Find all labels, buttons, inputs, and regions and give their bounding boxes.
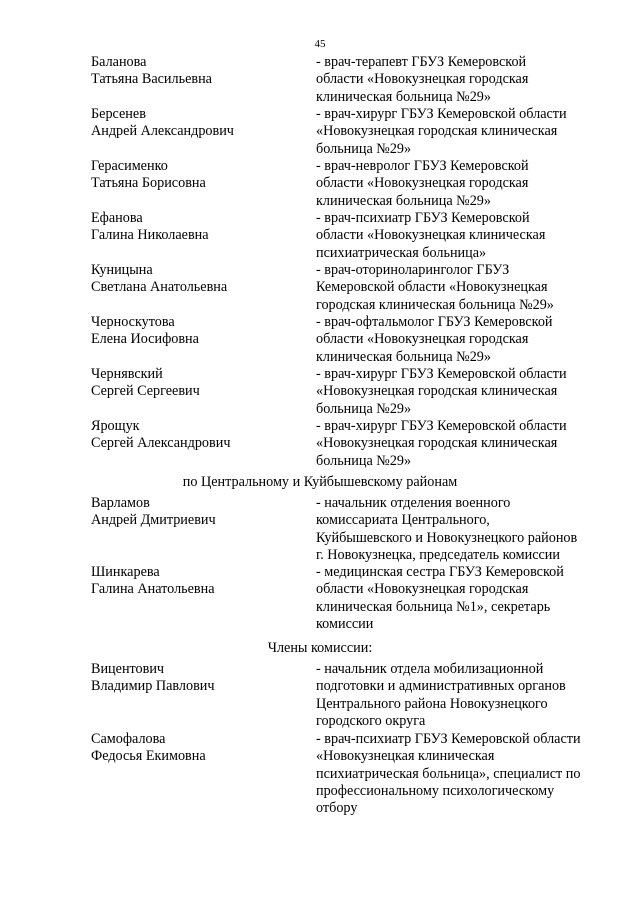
surname: Ефанова <box>91 210 143 226</box>
position-line: клиническая больница №1», секретарь <box>316 598 551 615</box>
surname: Шинкарева <box>91 564 160 580</box>
position-line: - врач-невролог ГБУЗ Кемеровской <box>316 158 529 174</box>
position-line: клиническая больница №29» <box>316 348 491 365</box>
given-names: Галина Анатольевна <box>91 581 215 598</box>
position-line: «Новокузнецкая городская клиническая <box>316 435 558 452</box>
position-line: «Новокузнецкая городская клиническая <box>316 383 558 400</box>
surname: Варламов <box>91 495 150 511</box>
surname: Ярощук <box>91 418 140 434</box>
position-line: - врач-хирург ГБУЗ Кемеровской области <box>316 366 567 382</box>
position-line: подготовки и административных органов <box>316 678 566 695</box>
position-line: психиатрическая больница», специалист по <box>316 765 581 782</box>
position-line: отбору <box>316 800 358 817</box>
position-line: области «Новокузнецкая клиническая <box>316 227 546 244</box>
position-line: - врач-хирург ГБУЗ Кемеровской области <box>316 106 567 122</box>
surname: Баланова <box>91 54 147 70</box>
position-line: комиссии <box>316 615 374 632</box>
position-line: городская клиническая больница №29» <box>316 296 554 313</box>
position-line: - врач-психиатр ГБУЗ Кемеровской <box>316 210 530 226</box>
surname: Чернявский <box>91 366 163 382</box>
position-line: «Новокузнецкая клиническая <box>316 748 495 765</box>
position-line: области «Новокузнецкая городская <box>316 331 529 348</box>
given-names: Федосья Екимовна <box>91 748 206 765</box>
position-line: больница №29» <box>316 400 412 417</box>
surname: Самофалова <box>91 731 166 747</box>
given-names: Владимир Павлович <box>91 678 215 695</box>
given-names: Татьяна Васильевна <box>91 71 212 88</box>
position-line: - врач-психиатр ГБУЗ Кемеровской области <box>316 731 581 747</box>
position-line: профессиональному психологическому <box>316 782 555 799</box>
position-line: комиссариата Центрального, <box>316 512 490 529</box>
given-names: Сергей Александрович <box>91 435 231 452</box>
surname: Черноскутова <box>91 314 175 330</box>
given-names: Андрей Дмитриевич <box>91 512 216 529</box>
given-names: Елена Иосифовна <box>91 331 199 348</box>
position-line: клиническая больница №29» <box>316 88 491 105</box>
surname: Герасименко <box>91 158 168 174</box>
position-line: - начальник отделения военного <box>316 495 511 511</box>
surname: Куницына <box>91 262 153 278</box>
position-line: области «Новокузнецкая городская <box>316 581 529 598</box>
given-names: Татьяна Борисовна <box>91 175 206 192</box>
surname: Берсенев <box>91 106 146 122</box>
position-line: Центрального района Новокузнецкого <box>316 695 548 712</box>
surname: Вицентович <box>91 661 165 677</box>
position-line: области «Новокузнецкая городская <box>316 175 529 192</box>
position-line: - врач-оториноларинголог ГБУЗ <box>316 262 510 278</box>
position-line: больница №29» <box>316 140 412 157</box>
position-line: психиатрическая больница» <box>316 244 487 261</box>
position-line: Кемеровской области «Новокузнецкая <box>316 279 548 296</box>
position-line: больница №29» <box>316 452 412 469</box>
position-line: - врач-хирург ГБУЗ Кемеровской области <box>316 418 567 434</box>
position-line: - медицинская сестра ГБУЗ Кемеровской <box>316 564 564 580</box>
position-line: Куйбышевского и Новокузнецкого районов <box>316 529 578 546</box>
given-names: Светлана Анатольевна <box>91 279 228 296</box>
position-line: - врач-офтальмолог ГБУЗ Кемеровской <box>316 314 553 330</box>
position-line: «Новокузнецкая городская клиническая <box>316 123 558 140</box>
position-line: области «Новокузнецкая городская <box>316 71 529 88</box>
given-names: Андрей Александрович <box>91 123 234 140</box>
position-line: г. Новокузнецка, председатель комиссии <box>316 546 560 563</box>
position-line: - врач-терапевт ГБУЗ Кемеровской <box>316 54 527 70</box>
position-line: - начальник отдела мобилизационной <box>316 661 544 677</box>
given-names: Сергей Сергеевич <box>91 383 200 400</box>
position-line: городского округа <box>316 712 426 729</box>
district-heading: по Центральному и Куйбышевскому районам <box>182 474 458 490</box>
page-number: 45 <box>314 38 326 50</box>
members-heading: Члены комиссии: <box>267 640 373 656</box>
given-names: Галина Николаевна <box>91 227 209 244</box>
position-line: клиническая больница №29» <box>316 192 491 209</box>
